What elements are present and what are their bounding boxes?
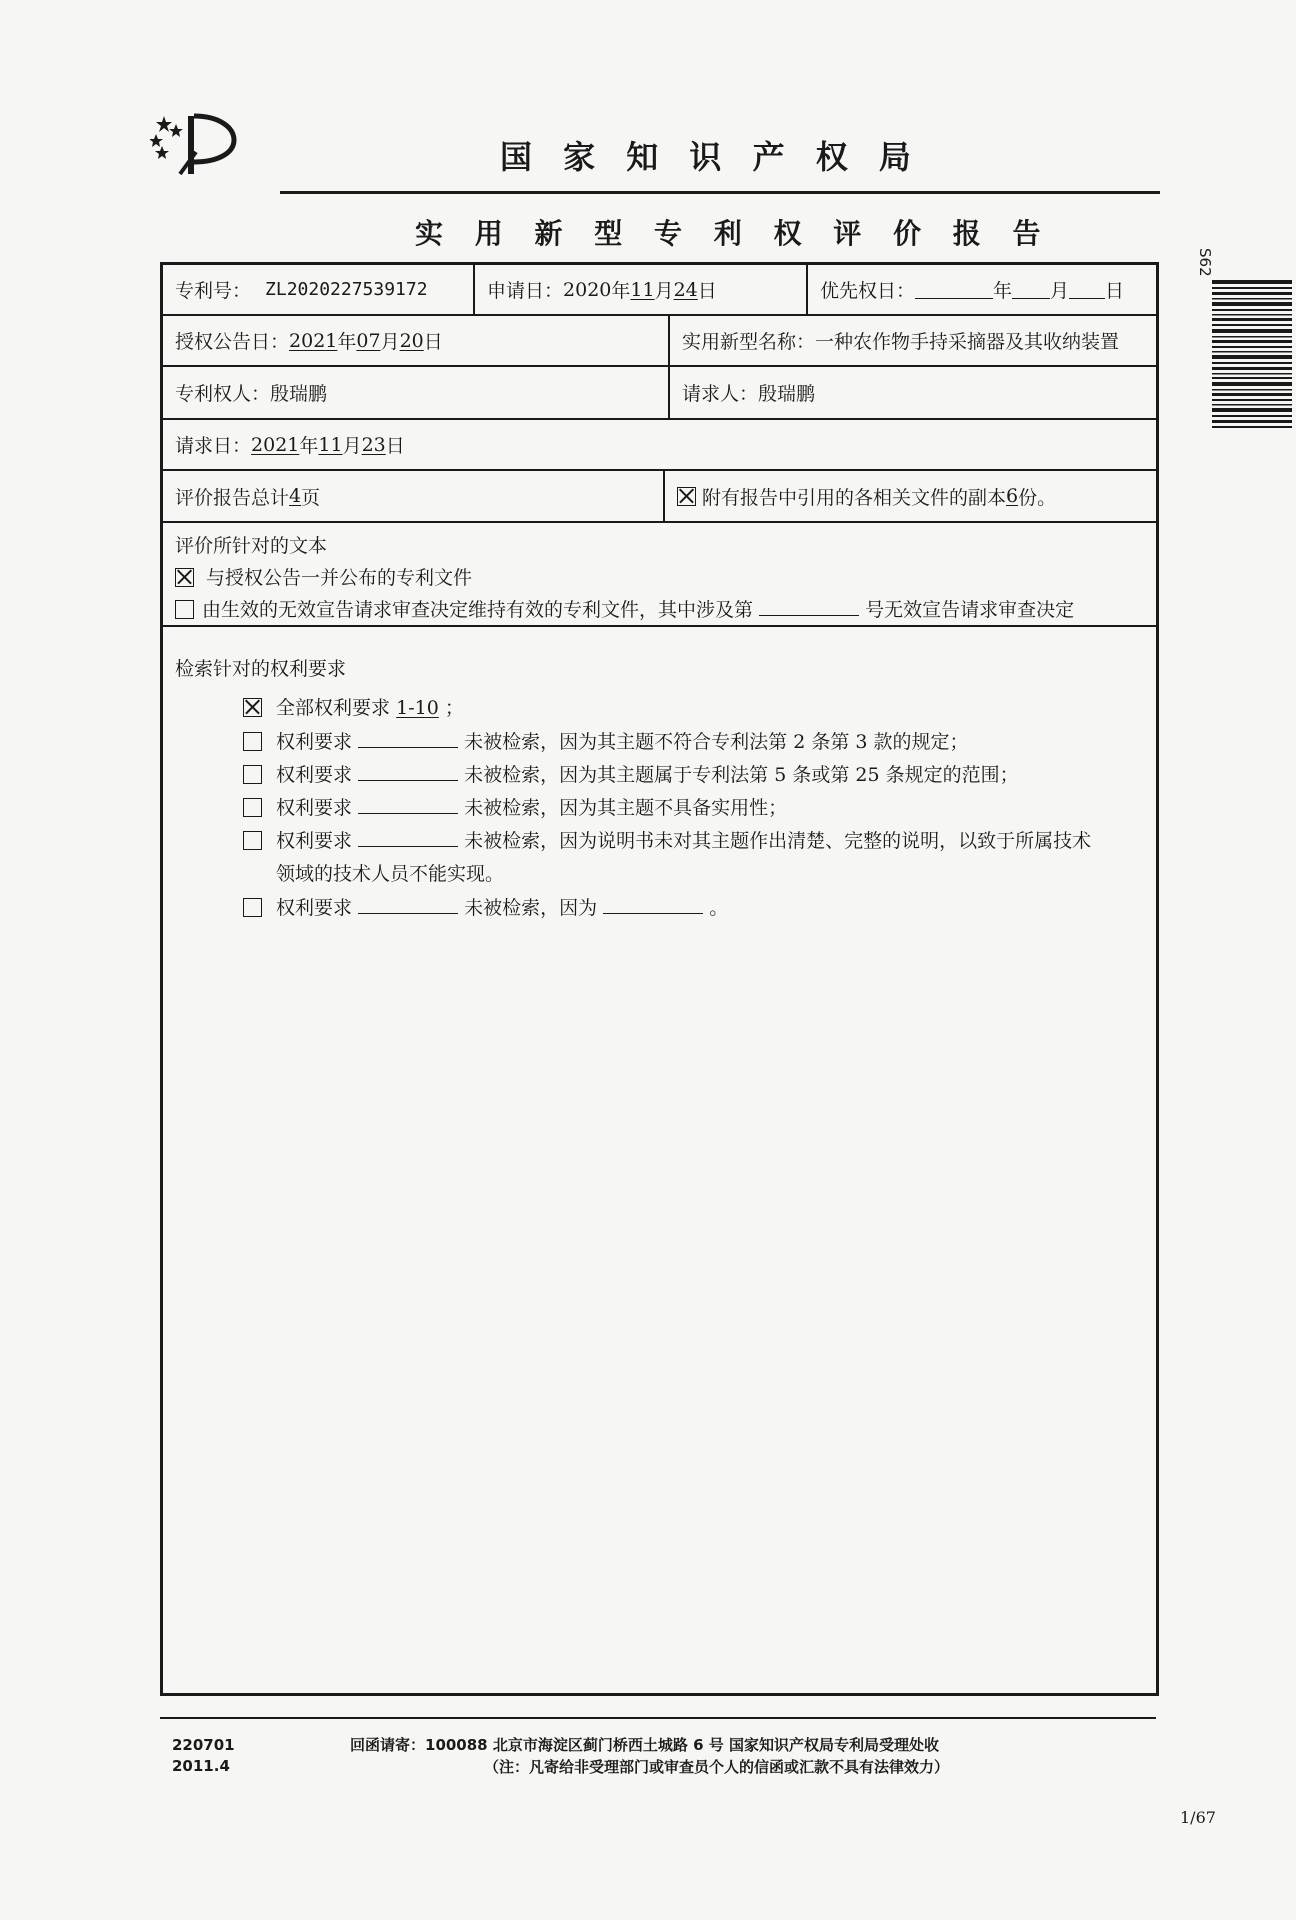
attachment-suffix: 份。 <box>1018 486 1057 509</box>
total-pages-prefix: 评价报告总计 <box>175 486 290 509</box>
claims-exclusion-2 <box>243 760 1019 787</box>
priority-date-cell <box>806 265 1156 314</box>
patent-number-label: 专利号： <box>175 280 252 302</box>
request-year: 2021 <box>251 433 300 456</box>
claims-exclusion-1 <box>243 727 969 754</box>
utility-model-name-cell <box>668 316 1156 365</box>
form-code: 220701 <box>172 1736 235 1754</box>
request-month-unit: 月 <box>342 435 362 457</box>
claims-exclusion-4-continued: 领域的技术人员不能实现。 <box>276 863 505 885</box>
row-request-date <box>163 420 1156 471</box>
apply-year: 2020 <box>563 278 612 301</box>
claims-all-checkbox[interactable] <box>243 698 262 717</box>
request-day: 23 <box>361 433 386 456</box>
utility-model-name: 一种农作物手持采摘器及其收纳装置 <box>815 331 1120 353</box>
grant-month: 07 <box>356 329 381 352</box>
apply-day-unit: 日 <box>697 280 717 302</box>
footer-note: （注：凡寄给非受理部门或审查员个人的信函或汇款不具有法律效力） <box>484 1758 950 1776</box>
decision-number-blank <box>759 597 859 616</box>
return-address: 回函请寄：100088 北京市海淀区蓟门桥西土城路 6 号 国家知识产权局专利局受理处收 <box>350 1736 939 1754</box>
requester-cell <box>668 367 1156 418</box>
text-option-2-label-a: 由生效的无效宣告请求审查决定维持有效的专利文件，其中涉及第 <box>202 599 754 621</box>
barcode-icon <box>1212 280 1292 428</box>
text-option-1-checkbox[interactable] <box>175 568 194 587</box>
attachment-prefix: 附有报告中引用的各相关文件的副本 <box>702 486 1007 509</box>
claims-exclusion-1-checkbox[interactable] <box>243 732 262 751</box>
row-patent-info <box>163 265 1156 316</box>
claims-exclusion-4-checkbox[interactable] <box>243 831 262 850</box>
request-year-unit: 年 <box>299 435 319 457</box>
owner-label: 专利权人： <box>175 383 271 405</box>
claims-blank <box>358 828 458 847</box>
apply-date-cell <box>473 265 806 314</box>
text-option-1 <box>175 563 472 590</box>
claims-label: 权利要求 <box>276 897 353 919</box>
claims-exclusion-1-reason: 未被检索，因为其主题不符合专利法第 2 条第 3 款的规定； <box>464 731 969 753</box>
claims-exclusion-5-reason-a: 未被检索，因为 <box>464 897 598 919</box>
claims-exclusion-4-reason: 未被检索，因为说明书未对其主题作出清楚、完整的说明，以致于所属技术 <box>464 830 1092 852</box>
requester-name: 殷瑞鹏 <box>758 383 816 405</box>
grant-month-unit: 月 <box>380 331 400 353</box>
claims-blank <box>358 729 458 748</box>
claims-exclusion-3 <box>243 793 787 820</box>
form-date: 2011.4 <box>172 1757 230 1775</box>
patent-number: ZL2020227539172 <box>265 279 428 300</box>
grant-day-unit: 日 <box>423 331 443 353</box>
claims-all-prefix: 全部权利要求 <box>276 697 391 719</box>
apply-year-unit: 年 <box>611 280 631 302</box>
priority-month-blank <box>1012 280 1050 299</box>
utility-model-name-label: 实用新型名称： <box>682 331 816 353</box>
claims-section-title: 检索针对的权利要求 <box>175 658 347 680</box>
claims-exclusion-4 <box>243 826 1091 853</box>
priority-month-unit: 月 <box>1050 280 1070 302</box>
report-title: 实 用 新 型 专 利 权 评 价 报 告 <box>415 217 1052 250</box>
claims-blank <box>358 795 458 814</box>
apply-month: 11 <box>630 278 655 301</box>
report-form <box>160 262 1159 1696</box>
text-option-2-checkbox[interactable] <box>175 600 194 619</box>
request-month: 11 <box>318 433 343 456</box>
grant-date-label: 授权公告日： <box>175 331 290 353</box>
request-date-cell <box>163 420 1156 469</box>
agency-name: 国 家 知 识 产 权 局 <box>500 138 921 176</box>
claims-exclusion-2-checkbox[interactable] <box>243 765 262 784</box>
claims-all-range: 1-10 <box>396 697 439 719</box>
claims-blank <box>358 762 458 781</box>
claims-all-suffix: ； <box>444 697 464 719</box>
owner-cell <box>163 367 668 418</box>
header-rule <box>280 191 1160 194</box>
claims-label: 权利要求 <box>276 731 353 753</box>
owner-name: 殷瑞鹏 <box>270 383 328 405</box>
apply-day: 24 <box>673 278 698 301</box>
text-option-1-label: 与授权公告一并公布的专利文件 <box>206 567 473 589</box>
footer-rule <box>160 1717 1156 1719</box>
claims-label: 权利要求 <box>276 797 353 819</box>
patent-number-cell <box>163 265 473 314</box>
claims-exclusion-2-reason: 未被检索，因为其主题属于专利法第 5 条或第 25 条规定的范围； <box>464 764 1019 786</box>
priority-year-blank <box>915 280 993 299</box>
claims-blank <box>358 895 458 914</box>
row-owner-requester <box>163 367 1156 420</box>
apply-date-label: 申请日： <box>487 280 564 302</box>
text-section-title: 评价所针对的文本 <box>175 535 328 557</box>
page-number: 1/67 <box>1180 1808 1216 1827</box>
priority-day-unit: 日 <box>1105 280 1125 302</box>
requester-label: 请求人： <box>682 383 759 405</box>
attachment-checkbox[interactable] <box>677 487 696 506</box>
total-pages: 4 <box>289 485 302 507</box>
claims-exclusion-5-reason-b: 。 <box>709 897 729 919</box>
row-grant-name <box>163 316 1156 367</box>
claims-exclusion-3-checkbox[interactable] <box>243 798 262 817</box>
request-date-label: 请求日： <box>175 435 252 457</box>
barcode-code: S62 <box>1196 248 1214 277</box>
text-option-2-label-b: 号无效宣告请求审查决定 <box>865 599 1075 621</box>
claims-label: 权利要求 <box>276 764 353 786</box>
claims-exclusion-5-checkbox[interactable] <box>243 898 262 917</box>
claims-all-option <box>243 693 464 720</box>
request-day-unit: 日 <box>385 435 405 457</box>
grant-year: 2021 <box>289 329 338 352</box>
priority-year-unit: 年 <box>993 280 1013 302</box>
attachment-cell <box>663 471 1156 521</box>
total-pages-suffix: 页 <box>301 486 321 509</box>
cnipa-logo-icon <box>150 112 246 176</box>
row-pages-attach <box>163 471 1156 523</box>
claims-exclusion-3-reason: 未被检索，因为其主题不具备实用性； <box>464 797 788 819</box>
attachment-count: 6 <box>1006 485 1019 507</box>
priority-date-label: 优先权日： <box>820 280 916 302</box>
grant-day: 20 <box>399 329 424 352</box>
claims-exclusion-5 <box>243 893 728 920</box>
total-pages-cell <box>163 471 663 521</box>
priority-day-blank <box>1069 280 1105 299</box>
claims-reason-blank <box>603 895 703 914</box>
text-option-2 <box>175 595 1074 622</box>
grant-year-unit: 年 <box>337 331 357 353</box>
apply-month-unit: 月 <box>654 280 674 302</box>
claims-label: 权利要求 <box>276 830 353 852</box>
row-text-section <box>163 523 1156 627</box>
grant-date-cell <box>163 316 668 365</box>
